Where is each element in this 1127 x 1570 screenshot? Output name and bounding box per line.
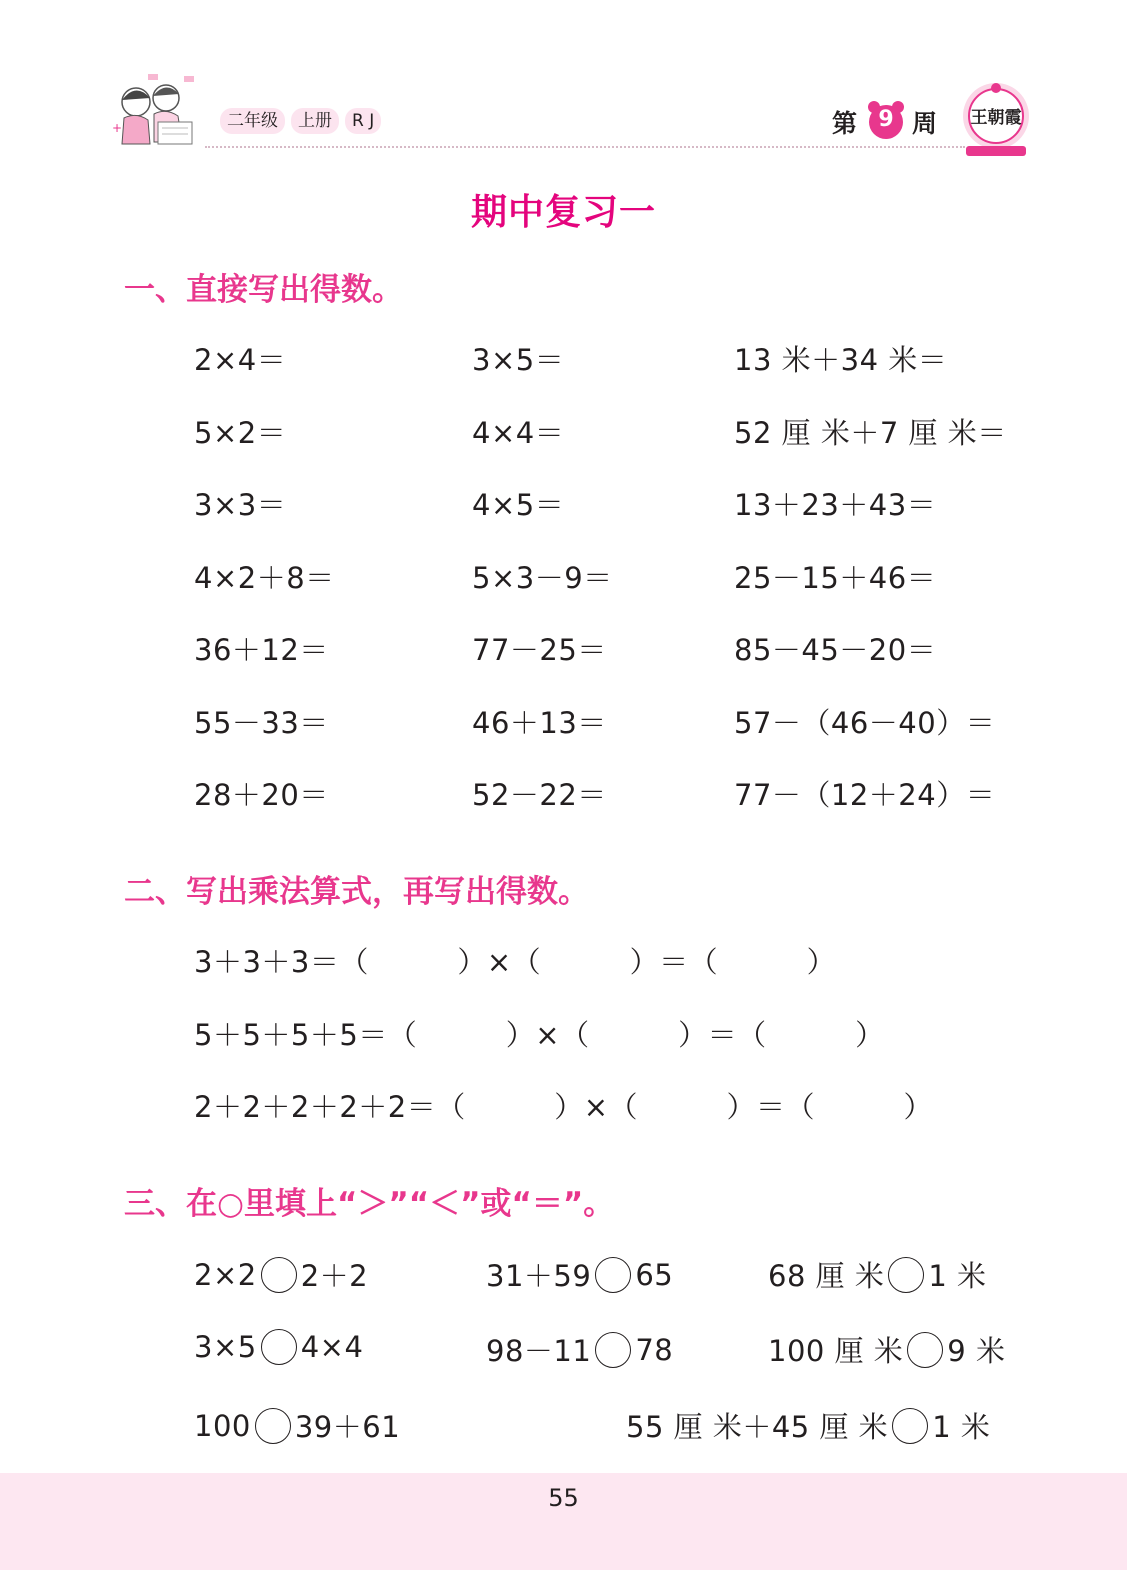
s3-right: 1 米 bbox=[932, 1410, 991, 1444]
s3-left: 100 bbox=[194, 1408, 251, 1443]
s3-right: 9 米 bbox=[947, 1334, 1006, 1368]
section-3-heading: 三、在○里填上“＞”“＜”或“＝”。 bbox=[124, 1186, 615, 1222]
volume-tag: 上册 bbox=[291, 108, 339, 134]
week-prefix: 第 bbox=[832, 109, 858, 138]
compare-circle[interactable] bbox=[892, 1408, 928, 1444]
s1-problem: 77－25＝ bbox=[472, 633, 607, 667]
s1-problem: 4×5＝ bbox=[472, 488, 565, 522]
section-2-heading: 二、写出乘法算式，再写出得数。 bbox=[124, 874, 589, 910]
s3-right: 1 米 bbox=[928, 1259, 987, 1293]
s1-problem: 4×2＋8＝ bbox=[194, 561, 335, 595]
compare-circle[interactable] bbox=[888, 1257, 924, 1293]
s3-left: 31＋59 bbox=[486, 1259, 592, 1293]
grade-tag: 二年级 bbox=[220, 108, 285, 134]
s1-problem: 2×4＝ bbox=[194, 343, 287, 377]
s3-left: 100 厘 米 bbox=[768, 1334, 904, 1368]
children-illustration bbox=[108, 72, 204, 156]
edition-tag: R J bbox=[345, 108, 381, 134]
s1-problem: 46＋13＝ bbox=[472, 706, 607, 740]
s3-comparison bbox=[194, 1329, 363, 1365]
header-tags bbox=[220, 108, 381, 134]
week-suffix: 周 bbox=[912, 109, 938, 138]
compare-circle[interactable] bbox=[255, 1408, 291, 1444]
s2-problem: 5＋5＋5＋5＝（ ）×（ ）＝（ ） bbox=[194, 1018, 885, 1052]
s3-right: 4×4 bbox=[300, 1330, 364, 1364]
s1-problem: 13 米＋34 米＝ bbox=[734, 343, 948, 377]
s3-right: 2＋2 bbox=[300, 1259, 369, 1293]
s1-problem: 3×3＝ bbox=[194, 488, 287, 522]
s1-problem: 5×2＝ bbox=[194, 416, 287, 450]
svg-text:+: + bbox=[112, 121, 123, 135]
s3-left: 98－11 bbox=[486, 1334, 592, 1368]
s3-left: 3×5 bbox=[194, 1330, 257, 1364]
week-number: 9 bbox=[878, 107, 894, 132]
s3-right: 65 bbox=[635, 1257, 674, 1292]
header-divider bbox=[205, 146, 965, 148]
compare-circle[interactable] bbox=[261, 1257, 297, 1293]
s3-comparison bbox=[194, 1405, 400, 1446]
s1-problem: 3×5＝ bbox=[472, 343, 565, 377]
compare-circle[interactable] bbox=[907, 1332, 943, 1368]
s1-problem: 85－45－20＝ bbox=[734, 633, 937, 667]
s1-problem: 13＋23＋43＝ bbox=[734, 488, 937, 522]
s3-comparison bbox=[768, 1329, 1005, 1370]
s2-problem: 2＋2＋2＋2＋2＝（ ）×（ ）＝（ ） bbox=[194, 1090, 934, 1124]
page-number: 55 bbox=[548, 1484, 579, 1512]
s1-problem: 28＋20＝ bbox=[194, 778, 329, 812]
s3-left: 2×2 bbox=[194, 1257, 257, 1292]
s1-problem: 25－15＋46＝ bbox=[734, 561, 937, 595]
s1-problem: 57－（46－40）＝ bbox=[734, 706, 996, 740]
s1-problem: 4×4＝ bbox=[472, 416, 565, 450]
s1-problem: 52 厘 米＋7 厘 米＝ bbox=[734, 416, 1007, 450]
s3-comparison bbox=[486, 1254, 673, 1295]
section-1-heading: 一、直接写出得数。 bbox=[124, 272, 403, 308]
s1-problem: 77－（12＋24）＝ bbox=[734, 778, 996, 812]
s3-comparison bbox=[626, 1405, 990, 1446]
compare-circle[interactable] bbox=[261, 1329, 297, 1365]
s1-problem: 36＋12＝ bbox=[194, 633, 329, 667]
s3-comparison bbox=[768, 1254, 987, 1295]
s1-problem: 52－22＝ bbox=[472, 778, 607, 812]
s3-comparison bbox=[486, 1329, 673, 1370]
s3-left: 55 厘 米＋45 厘 米 bbox=[626, 1410, 889, 1444]
s2-problem: 3＋3＋3＝（ ）×（ ）＝（ ） bbox=[194, 945, 837, 979]
s3-comparison bbox=[194, 1254, 368, 1295]
s3-right: 78 bbox=[635, 1332, 674, 1367]
brand-name: 王朝霞 bbox=[970, 108, 1022, 128]
compare-circle[interactable] bbox=[595, 1257, 631, 1293]
compare-circle[interactable] bbox=[595, 1332, 631, 1368]
s3-left: 68 厘 米 bbox=[768, 1259, 885, 1293]
s1-problem: 5×3－9＝ bbox=[472, 561, 613, 595]
page-title: 期中复习一 bbox=[470, 192, 656, 233]
s1-problem: 55－33＝ bbox=[194, 706, 329, 740]
brand-seal-logo bbox=[960, 78, 1032, 160]
s3-right: 39＋61 bbox=[294, 1410, 401, 1444]
